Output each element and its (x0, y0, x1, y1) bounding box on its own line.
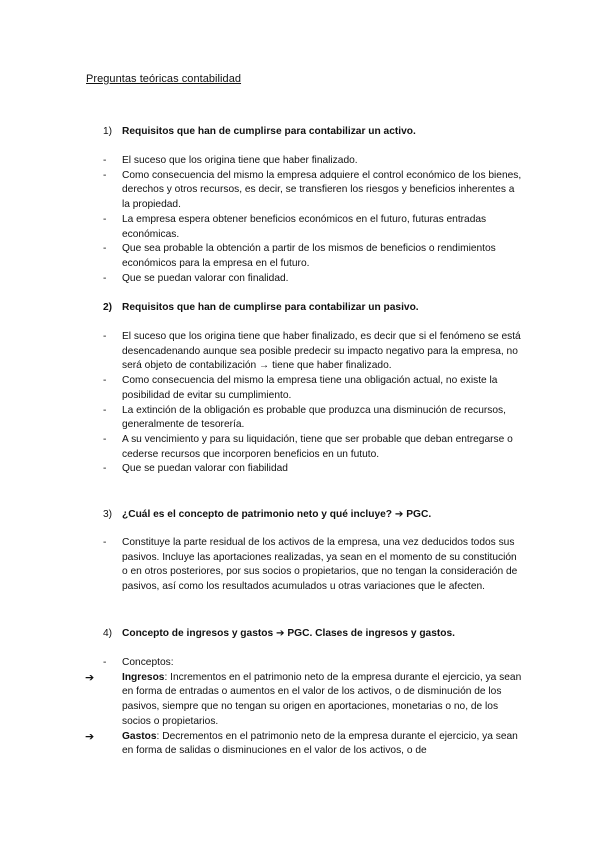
dash-bullet: - (103, 375, 107, 387)
section-heading-text: ¿Cuál es el concepto de patrimonio neto y qué incluye? ➔ PGC. (122, 509, 432, 520)
list-item: - Que se puedan valorar con fiabilidad (103, 462, 523, 477)
section-number: 1) (103, 126, 113, 137)
dash-bullet: - (103, 657, 107, 668)
arrow-right-icon: ➔ (394, 509, 404, 520)
dash-bullet: - (103, 404, 107, 416)
list-item: - Conceptos: (103, 656, 523, 671)
document-title: Preguntas teóricas contabilidad (86, 73, 242, 85)
dash-bullet: - (103, 243, 107, 255)
arrow-right-icon: ➔ (85, 671, 95, 684)
list-item: - El suceso que los origina tiene que haber finalizado, es decir que si el fenómeno se está desencadenando aunque sea posible predecir su impacto negativo para la empresa, no será objeto de contabilización → tiene que haber finalizado. (103, 331, 521, 372)
list-item: - Como consecuencia del mismo la empresa tiene una obligación actual, no existe la posibilidad de evitar su cumplimiento. (103, 375, 498, 401)
section-heading-text: Concepto de ingresos y gastos ➔ PGC. Clases de ingresos y gastos. (122, 628, 455, 639)
dash-bullet: - (103, 463, 107, 475)
definition-item: ➔ Ingresos: Incrementos en el patrimonio neto de la empresa durante el ejercicio, ya sean en forma de entradas o aumentos en el valor de los activos, o de disminución de los pasivos, siempre que no tengan su origen en aportaciones, monetarias o no, de los socios o propietarios. (85, 671, 522, 727)
list-item: - Constituye la parte residual de los activos de la empresa, una vez deducidos todos sus pasivos. Incluye las aportaciones realizadas, ya sean en el momento de su constitución o en otros posteriores, por sus socios o propietarios, que no tengan la consideración de pasivos, así como los resultados acumulados u otras variaciones que le afecten. (103, 537, 518, 593)
section-number: 4) (103, 628, 113, 639)
dash-bullet: - (103, 169, 107, 181)
dash-bullet: - (103, 537, 107, 548)
section-number: 3) (103, 509, 113, 520)
dash-bullet: - (103, 213, 107, 225)
list-item: - Como consecuencia del mismo la empresa adquiere el control económico de los bienes, derechos y otros recursos, es decir, se transfieren los riesgos y beneficios inherentes a la propiedad. (103, 169, 522, 211)
list-item: - La empresa espera obtener beneficios económicos en el futuro, futuras entradas económicas. (103, 213, 487, 240)
section-4-list (85, 656, 523, 759)
list-item: - Que se puedan valorar con finalidad. (103, 272, 523, 287)
dash-bullet: - (103, 331, 107, 342)
section-number: 2) (103, 302, 113, 313)
section-heading-text: Requisitos que han de cumplirse para contabilizar un pasivo. (122, 302, 419, 313)
list-item: - El suceso que los origina tiene que haber finalizado. (103, 154, 523, 169)
definition-term: Gastos (122, 730, 157, 742)
section-2-list (103, 330, 523, 477)
list-item: - Que sea probable la obtención a partir de los mismos de beneficios o rendimientos económicos para la empresa en el futuro. (103, 243, 496, 269)
definition-item: ➔ Gastos: Decrementos en el patrimonio neto de la empresa durante el ejercicio, ya sean en forma de salidas o disminuciones en el valor de los activos, o de (85, 730, 518, 757)
list-item: - La extinción de la obligación es probable que produzca una disminución de recursos, generalmente de tesorería. (103, 404, 506, 431)
arrow-right-icon: ➔ (85, 730, 95, 743)
dash-bullet: - (103, 433, 107, 445)
section-3-list (103, 536, 523, 595)
section-heading-text: Requisitos que han de cumplirse para contabilizar un activo. (122, 126, 416, 137)
dash-bullet: - (103, 155, 107, 166)
dash-bullet: - (103, 272, 107, 284)
definition-term: Ingresos (122, 671, 165, 683)
section-1-list (103, 154, 523, 286)
arrow-right-icon: ➔ (276, 628, 285, 639)
list-item: - A su vencimiento y para su liquidación, tiene que ser probable que deban entregarse o cederse recursos que incorporen beneficios en un fututo. (103, 433, 513, 460)
